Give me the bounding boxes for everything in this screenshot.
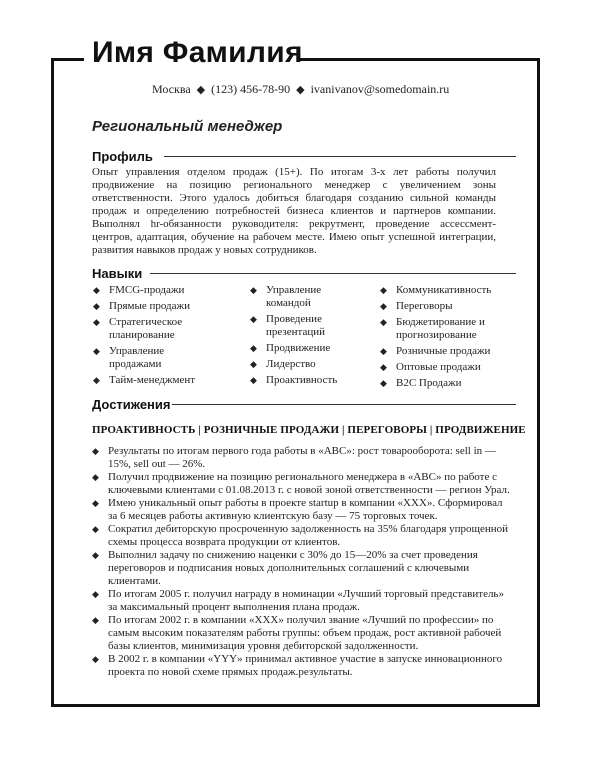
skill-item: ◆ FMCG-продажи bbox=[93, 284, 185, 296]
bullet-icon: ◆ bbox=[93, 317, 100, 327]
bullet-icon: ◆ bbox=[92, 550, 99, 560]
contact-city: Москва bbox=[152, 82, 191, 96]
skill-item: ◆ Оптовые продажи bbox=[380, 361, 481, 373]
bullet-icon: ◆ bbox=[380, 317, 387, 327]
skill-item: ◆ Прямые продажи bbox=[93, 300, 191, 312]
achievement-item: ◆ По итогам 2005 г. получил награду в номинации «Лучший торговый представитель» за максимальный процент выполнения плана продаж. bbox=[92, 588, 504, 613]
skills-column-2 bbox=[250, 284, 362, 390]
frame-right bbox=[537, 58, 540, 706]
skills-rule bbox=[150, 273, 516, 274]
skill-item: ◆ Управление командой bbox=[250, 284, 322, 309]
achievements-rule bbox=[172, 404, 516, 405]
skill-item: ◆ Проведение презентаций bbox=[250, 313, 326, 338]
achievement-item: ◆ В 2002 г. в компании «YYY» принимал активное участие в запуске инновационного проекта по новой схеме прямых продаж.результаты. bbox=[92, 653, 503, 678]
bullet-icon: ◆ bbox=[92, 615, 99, 625]
diamond-icon: ◆ bbox=[296, 84, 305, 96]
skill-item: ◆ Тайм-менеджмент bbox=[93, 374, 196, 386]
bullet-icon: ◆ bbox=[380, 362, 387, 372]
bullet-icon: ◆ bbox=[380, 346, 387, 356]
bullet-icon: ◆ bbox=[92, 446, 99, 456]
bullet-icon: ◆ bbox=[250, 343, 257, 353]
bullet-icon: ◆ bbox=[92, 472, 99, 482]
bullet-icon: ◆ bbox=[380, 301, 387, 311]
profile-rule bbox=[164, 156, 516, 157]
achievement-item: ◆ Выполнил задачу по снижению наценки с 30% до 15—20% за счет проведения переговоров и подписания новых дополнительных соглашений с ключевыми клиентами. bbox=[92, 549, 478, 587]
bullet-icon: ◆ bbox=[93, 375, 100, 385]
candidate-name: Имя Фамилия bbox=[92, 36, 303, 69]
profile-heading: Профиль bbox=[92, 149, 153, 164]
skill-item: ◆ Продвижение bbox=[250, 342, 331, 354]
bullet-icon: ◆ bbox=[380, 285, 387, 295]
bullet-icon: ◆ bbox=[93, 285, 100, 295]
bullet-icon: ◆ bbox=[93, 346, 100, 356]
achievement-item: ◆ Сократил дебиторскую просроченную задолженность на 35% благодаря упрощенной схемы процесса возврата продукции от клиентов. bbox=[92, 523, 509, 548]
frame-bottom bbox=[51, 704, 540, 707]
skill-item: ◆ Проактивность bbox=[250, 374, 338, 386]
contact-phone: (123) 456-78-90 bbox=[211, 82, 291, 96]
bullet-icon: ◆ bbox=[92, 524, 99, 534]
achievement-item: ◆ По итогам 2002 г. в компании «XXX» получил звание «Лучший по профессии» по самым высоким показателям работы группы: объем продаж, рост активной рабочей базы клиентов, минимизация уровня дебиторской задолженности. bbox=[92, 614, 502, 652]
job-title: Региональный менеджер bbox=[92, 118, 283, 135]
achievement-item: ◆ Имею уникальный опыт работы в проекте startup в компании «XXX». Сформировал за 6 месяцев работы активную клиентскую базу — 75 торговых точек. bbox=[92, 497, 503, 522]
skill-item: ◆ B2C Продажи bbox=[380, 377, 462, 389]
skills-heading: Навыки bbox=[92, 266, 143, 281]
skill-item: ◆ Розничные продажи bbox=[380, 345, 491, 357]
bullet-icon: ◆ bbox=[380, 378, 387, 388]
frame-top-left bbox=[51, 58, 84, 61]
skill-item: ◆ Лидерство bbox=[250, 358, 316, 370]
contact-email[interactable]: ivanivanov@somedomain.ru bbox=[310, 82, 450, 96]
bullet-icon: ◆ bbox=[250, 359, 257, 369]
bullet-icon: ◆ bbox=[92, 498, 99, 508]
diamond-icon: ◆ bbox=[196, 84, 206, 96]
contact-line bbox=[152, 82, 449, 97]
bullet-icon: ◆ bbox=[250, 375, 257, 385]
frame-left bbox=[51, 58, 54, 706]
skills-column-3 bbox=[380, 284, 510, 393]
frame-top-right bbox=[297, 58, 540, 61]
bullet-icon: ◆ bbox=[93, 301, 100, 311]
skills-column-1 bbox=[93, 284, 213, 390]
achievement-item: ◆ Результаты по итогам первого года работы в «АВС»: рост товарооборота: sell in — 15%, sell out — 26%. bbox=[92, 445, 496, 470]
bullet-icon: ◆ bbox=[250, 314, 257, 324]
skill-item: ◆ Бюджетирование и прогнозирование bbox=[380, 316, 485, 341]
skill-item: ◆ Управление продажами bbox=[93, 345, 165, 370]
skill-item: ◆ Стратегическое планирование bbox=[93, 316, 183, 341]
bullet-icon: ◆ bbox=[92, 654, 99, 664]
bullet-icon: ◆ bbox=[250, 285, 257, 295]
skill-item: ◆ Переговоры bbox=[380, 300, 453, 312]
profile-text: Опыт управления отделом продаж (15+). По итогам 3-х лет работы получил продвижение на позицию регионального менеджер с увеличением зоны ответственности. Этого удалось добиться благодаря созданию сильной команды продаж и определению потребностей бизнеса клиентов и партнеров компании. Выполнял hr-обязанности руководителя: рекрутмент, проведение ассессмент-центров, адаптация, обучение на рабочем месте. Имею опыт успешной интеграции, развития навыков продаж у новых сотрудников. bbox=[92, 166, 496, 256]
bullet-icon: ◆ bbox=[92, 589, 99, 599]
achievement-item: ◆ Получил продвижение на позицию регионального менеджера в «АВС» по работе с ключевыми клиентами с 01.08.2013 г. с новой зоной ответственности — регион Урал. bbox=[92, 471, 510, 496]
achievements-keywords: ПРОАКТИВНОСТЬ | РОЗНИЧНЫЕ ПРОДАЖИ | ПЕРЕГОВОРЫ | ПРОДВИЖЕНИЕ bbox=[92, 424, 526, 436]
skill-item: ◆ Коммуникативность bbox=[380, 284, 492, 296]
achievements-list bbox=[92, 445, 514, 679]
achievements-heading: Достижения bbox=[92, 397, 171, 412]
